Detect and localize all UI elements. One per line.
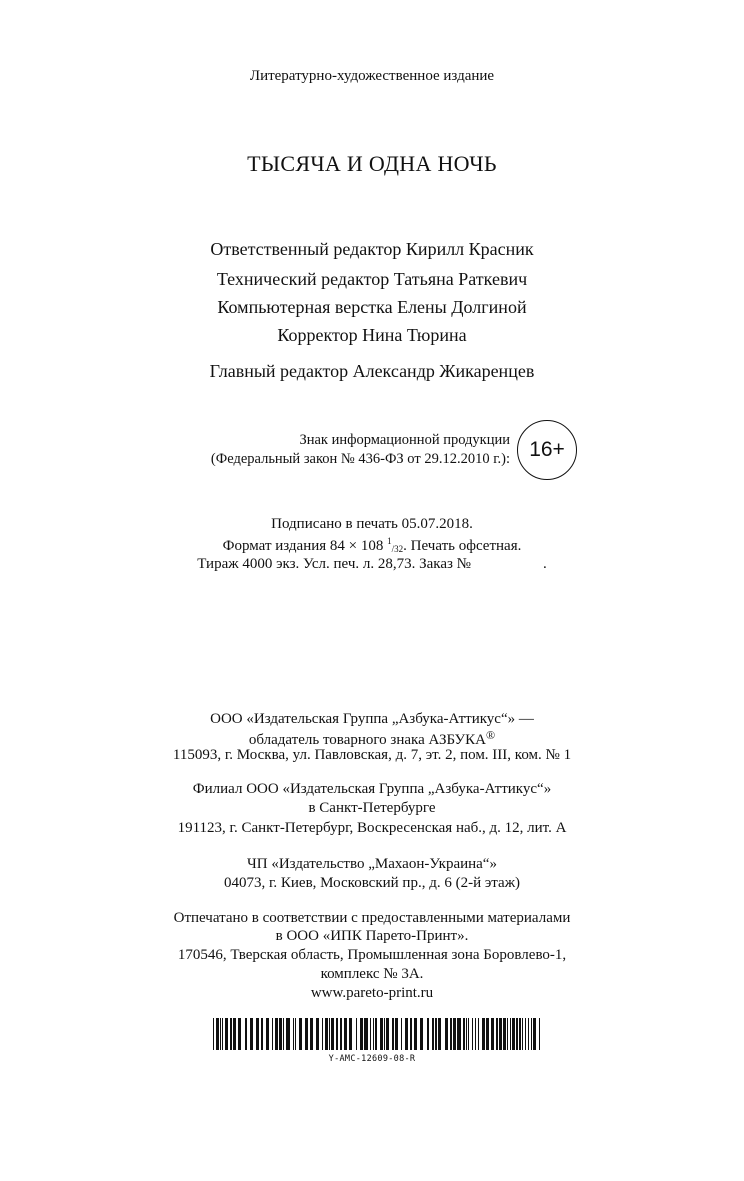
barcode-bar bbox=[478, 1018, 479, 1050]
barcode-bar bbox=[216, 1018, 219, 1050]
barcode-bar bbox=[445, 1018, 448, 1050]
barcode-bar bbox=[503, 1018, 506, 1050]
branch-address: 191123, г. Санкт-Петербург, Воскресенская наб., д. 12, лит. А bbox=[177, 820, 567, 836]
staff-chief-editor: Главный редактор Александр Жикаренцев bbox=[209, 361, 535, 381]
barcode-bar bbox=[386, 1018, 389, 1050]
staff-proofreader: Корректор Нина Тюрина bbox=[277, 325, 467, 345]
barcode-bar bbox=[420, 1018, 423, 1050]
barcode-bar bbox=[349, 1018, 352, 1050]
barcode-bar bbox=[375, 1018, 377, 1050]
barcode-bar bbox=[356, 1018, 357, 1050]
barcode-bar bbox=[531, 1018, 532, 1050]
format-line bbox=[0, 537, 744, 554]
printer-website: www.pareto-print.ru bbox=[310, 985, 434, 1001]
info-product-law: (Федеральный закон № 436-ФЗ от 29.12.2010 г.): bbox=[210, 451, 510, 467]
barcode-bar bbox=[305, 1018, 308, 1050]
barcode-bar bbox=[401, 1018, 402, 1050]
branch-city: в Санкт-Петербурге bbox=[308, 800, 436, 816]
barcode-bar bbox=[384, 1018, 385, 1050]
barcode-bar bbox=[293, 1018, 294, 1050]
barcode-bar bbox=[496, 1018, 498, 1050]
barcode-bar bbox=[295, 1018, 296, 1050]
barcode-bar bbox=[510, 1018, 511, 1050]
barcode-bar bbox=[230, 1018, 232, 1050]
staff-responsible-editor: Ответственный редактор Кирилл Красник bbox=[210, 239, 534, 259]
info-product-label: Знак информационной продукции bbox=[299, 432, 510, 448]
barcode-bar bbox=[463, 1018, 465, 1050]
barcode-bar bbox=[410, 1018, 412, 1050]
barcode-bar bbox=[322, 1018, 323, 1050]
barcode-bar bbox=[250, 1018, 253, 1050]
registered-mark: ® bbox=[486, 728, 496, 742]
barcode-bar bbox=[370, 1018, 371, 1050]
edition-type: Литературно-художественное издание bbox=[249, 68, 495, 84]
barcode-bar bbox=[482, 1018, 485, 1050]
barcode-bar bbox=[344, 1018, 347, 1050]
barcode-bar bbox=[279, 1018, 282, 1050]
signed-date: Подписано в печать 05.07.2018. bbox=[271, 516, 473, 532]
printer-line-2: в ООО «ИПК Парето-Принт». bbox=[275, 928, 469, 944]
printer-line-1: Отпечатано в соответствии с предоставленными материалами bbox=[173, 910, 571, 926]
barcode-bar bbox=[360, 1018, 363, 1050]
barcode-bar bbox=[414, 1018, 417, 1050]
barcode-bar bbox=[457, 1018, 461, 1050]
format-suffix: . Печать офсетная. bbox=[403, 538, 522, 554]
azbuka-owner-line bbox=[0, 729, 744, 748]
barcode-bar bbox=[283, 1018, 284, 1050]
barcode-bar bbox=[466, 1018, 467, 1050]
barcode-bar bbox=[373, 1018, 374, 1050]
book-title: ТЫСЯЧА И ОДНА НОЧЬ bbox=[247, 151, 497, 176]
barcode-bar bbox=[331, 1018, 334, 1050]
barcode-bar bbox=[238, 1018, 241, 1050]
staff-layout: Компьютерная верстка Елены Долгиной bbox=[217, 297, 527, 317]
barcode-bar bbox=[475, 1018, 476, 1050]
barcode-bar bbox=[380, 1018, 383, 1050]
format-sup: 1 bbox=[387, 536, 392, 546]
barcode-bar bbox=[392, 1018, 394, 1050]
barcode-bar bbox=[256, 1018, 259, 1050]
circulation-end: . bbox=[542, 556, 547, 572]
barcode-bar bbox=[472, 1018, 473, 1050]
barcode-bar bbox=[364, 1018, 368, 1050]
barcode-bar bbox=[272, 1018, 273, 1050]
barcode-bar bbox=[435, 1018, 437, 1050]
barcode-bar bbox=[286, 1018, 290, 1050]
barcode-image bbox=[213, 1018, 543, 1050]
barcode-bar bbox=[261, 1018, 263, 1050]
barcode-code: Y-AMC-12609-08-R bbox=[328, 1054, 416, 1064]
barcode-bar bbox=[528, 1018, 529, 1050]
mahaon-address: 04073, г. Киев, Московский пр., д. 6 (2-й этаж) bbox=[223, 875, 521, 891]
azbuka-address: 115093, г. Москва, ул. Павловская, д. 7, эт. 2, пом. III, ком. № 1 bbox=[172, 747, 572, 763]
barcode-bar bbox=[340, 1018, 342, 1050]
barcode-bar bbox=[213, 1018, 214, 1050]
barcode-bar bbox=[233, 1018, 236, 1050]
barcode-bar bbox=[310, 1018, 313, 1050]
barcode-bar bbox=[329, 1018, 330, 1050]
branch-name: Филиал ООО «Издательская Группа „Азбука-Аттикус“» bbox=[192, 781, 552, 797]
barcode-bar bbox=[468, 1018, 469, 1050]
printer-line-3: 170546, Тверская область, Промышленная зона Боровлево-1, bbox=[177, 947, 567, 963]
barcode-bar bbox=[438, 1018, 441, 1050]
azbuka-owner: обладатель товарного знака АЗБУКА bbox=[248, 732, 487, 748]
age-rating-badge: 16+ bbox=[517, 420, 577, 480]
barcode-bar bbox=[539, 1018, 540, 1050]
barcode-bar bbox=[266, 1018, 269, 1050]
barcode-bar bbox=[432, 1018, 434, 1050]
barcode-bar bbox=[220, 1018, 221, 1050]
barcode-bar bbox=[522, 1018, 523, 1050]
barcode-bar bbox=[533, 1018, 536, 1050]
azbuka-name: ООО «Издательская Группа „Азбука-Аттикус“» — bbox=[210, 711, 534, 727]
staff-technical-editor: Технический редактор Татьяна Раткевич bbox=[216, 269, 528, 289]
barcode-bar bbox=[450, 1018, 452, 1050]
barcode-bar bbox=[525, 1018, 526, 1050]
barcode-bar bbox=[486, 1018, 489, 1050]
barcode-bar bbox=[275, 1018, 278, 1050]
barcode-bar bbox=[427, 1018, 429, 1050]
barcode-bar bbox=[516, 1018, 518, 1050]
barcode-bar bbox=[336, 1018, 338, 1050]
mahaon-name: ЧП «Издательство „Махаон-Украина“» bbox=[247, 856, 497, 872]
circulation-line bbox=[0, 557, 744, 572]
barcode-bar bbox=[453, 1018, 456, 1050]
circulation-text: Тираж 4000 экз. Усл. печ. л. 28,73. Заказ № bbox=[197, 556, 471, 572]
printer-line-4: комплекс № 3А. bbox=[320, 966, 424, 982]
barcode-bar bbox=[491, 1018, 494, 1050]
barcode-bar bbox=[225, 1018, 228, 1050]
barcode-bar bbox=[395, 1018, 398, 1050]
barcode-bar bbox=[405, 1018, 408, 1050]
barcode-bar bbox=[222, 1018, 223, 1050]
barcode-bar bbox=[299, 1018, 302, 1050]
format-prefix: Формат издания 84 × 108 bbox=[222, 538, 384, 554]
barcode-bar bbox=[499, 1018, 502, 1050]
barcode-bar bbox=[512, 1018, 515, 1050]
barcode-bar bbox=[316, 1018, 319, 1050]
barcode-bar bbox=[519, 1018, 521, 1050]
barcode-bar bbox=[325, 1018, 328, 1050]
format-sub: /32 bbox=[391, 544, 404, 554]
barcode-bar bbox=[507, 1018, 508, 1050]
barcode-bar bbox=[245, 1018, 247, 1050]
